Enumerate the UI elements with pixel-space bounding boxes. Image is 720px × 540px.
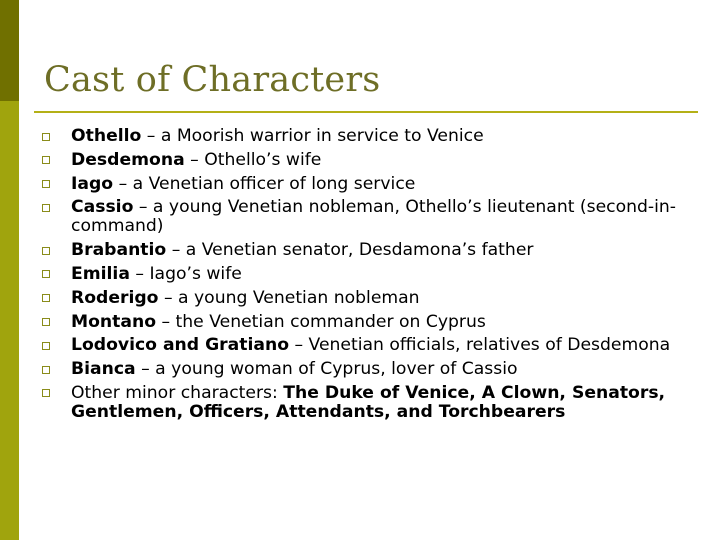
separator: – <box>141 126 161 146</box>
character-name: Bianca <box>71 359 136 380</box>
character-description: a young woman of Cyprus, lover of Cassio <box>155 359 518 380</box>
character-description: Venetian officials, relatives of Desdemona <box>308 335 671 356</box>
cast-item-emilia <box>42 265 702 284</box>
cast-item-brabantio <box>42 241 702 260</box>
separator: – <box>135 359 156 380</box>
square-bullet-icon <box>42 180 50 188</box>
cast-item-montano <box>42 313 702 332</box>
character-description: a Venetian officer of long service <box>132 173 416 194</box>
square-bullet-icon <box>42 133 50 141</box>
character-name: Cassio <box>71 197 134 218</box>
character-name: Emilia <box>71 263 130 284</box>
character-name: Desdemona <box>71 149 185 170</box>
character-name: Lodovico and Gratiano <box>71 335 289 356</box>
cast-item-desdemona <box>42 151 702 170</box>
title-underline <box>34 111 698 113</box>
character-description: Othello’s wife <box>204 149 322 170</box>
separator: – <box>129 263 150 284</box>
separator: – <box>184 149 205 170</box>
character-name: Roderigo <box>71 287 159 308</box>
square-bullet-icon <box>42 204 50 212</box>
character-name: Montano <box>71 311 157 332</box>
square-bullet-icon <box>42 366 50 374</box>
character-description: Iago’s wife <box>149 263 242 284</box>
square-bullet-icon <box>42 156 50 164</box>
separator: – <box>113 173 133 194</box>
separator: – <box>156 311 176 332</box>
square-bullet-icon <box>42 270 50 278</box>
character-description: the Venetian commander on Cyprus <box>175 311 486 332</box>
cast-item-lodovico-gratiano <box>42 336 702 355</box>
character-name: Brabantio <box>71 240 167 261</box>
character-description: a young Venetian nobleman, Othello’s lieutenant (second-in-command) <box>71 197 676 237</box>
character-name: Othello <box>71 126 142 146</box>
square-bullet-icon <box>42 318 50 326</box>
cast-item-bianca <box>42 360 702 379</box>
separator: – <box>166 240 186 261</box>
minor-characters-names: The Duke of Venice, A Clown, Senators, Gentlemen, Officers, Attendants, and Torchbearers <box>71 382 666 422</box>
square-bullet-icon <box>42 389 50 397</box>
separator: – <box>289 335 309 356</box>
character-description: a Moorish warrior in service to Venice <box>160 126 484 146</box>
square-bullet-icon <box>42 294 50 302</box>
character-description: a young Venetian nobleman <box>178 287 420 308</box>
cast-list <box>42 127 702 427</box>
slide-title: Cast of Characters <box>44 60 381 100</box>
character-description: a Venetian senator, Desdamona’s father <box>185 240 534 261</box>
left-accent-bar-bottom <box>0 101 19 540</box>
cast-item-cassio <box>42 198 702 236</box>
square-bullet-icon <box>42 342 50 350</box>
cast-item-minor-characters <box>42 384 702 422</box>
square-bullet-icon <box>42 247 50 255</box>
left-accent-bar-top <box>0 0 19 101</box>
separator: – <box>133 197 153 218</box>
separator: – <box>158 287 179 308</box>
cast-item-othello <box>42 127 702 146</box>
cast-item-roderigo <box>42 289 702 308</box>
cast-item-iago <box>42 175 702 194</box>
minor-characters-lead: Other minor characters: <box>71 382 284 403</box>
character-name: Iago <box>71 173 114 194</box>
